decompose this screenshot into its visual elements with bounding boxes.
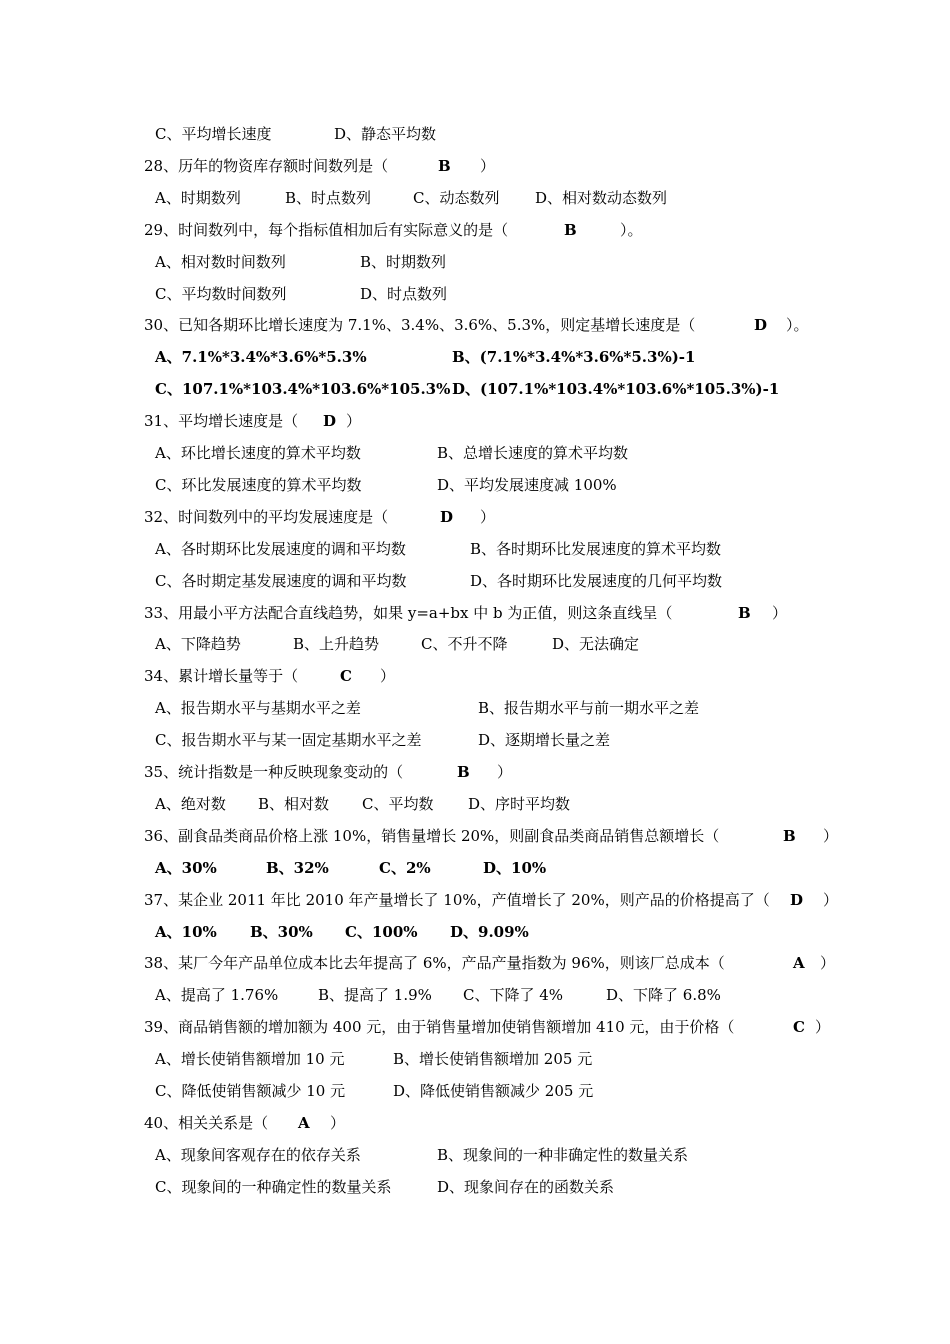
option-text: B、总增长速度的算术平均数 — [437, 444, 629, 462]
option-text: D、时点数列 — [360, 284, 448, 303]
answer-letter: B — [438, 156, 451, 175]
option-text: C、动态数列 — [413, 188, 500, 207]
option-text: D、序时平均数 — [468, 794, 571, 813]
question-text: ）。 — [620, 220, 643, 239]
option-text: B、时点数列 — [285, 188, 372, 207]
option-text: B、(7.1%*3.4%*3.6%*5.3%)-1 — [452, 348, 696, 367]
question-text: ） — [815, 1018, 831, 1037]
option-text: C、报告期水平与某一固定基期水平之差 — [155, 731, 422, 750]
option-text: B、报告期水平与前一期水平之差 — [478, 699, 700, 718]
option-text: C、下降了 4% — [463, 986, 564, 1005]
question-text: ） — [497, 763, 513, 781]
question-text: 36、副食品类商品价格上涨 10%，销售量增长 20%，则副食品类商品销售总额增长（ — [144, 826, 720, 845]
option-text: C、平均增长速度 — [155, 125, 272, 143]
option-text: A、环比增长速度的算术平均数 — [155, 444, 361, 462]
option-text: D、逐期增长量之差 — [478, 731, 611, 750]
option-text: C、降低使销售额减少 10 元 — [155, 1082, 346, 1100]
answer-letter: B — [738, 603, 751, 622]
option-text: B、各时期环比发展速度的算术平均数 — [470, 539, 722, 558]
option-text: A、下降趋势 — [155, 635, 241, 654]
option-text: A、报告期水平与基期水平之差 — [155, 699, 361, 718]
question-text: ） — [820, 954, 836, 973]
option-text: C、现象间的一种确定性的数量关系 — [155, 1177, 392, 1196]
option-text: D、10% — [483, 858, 547, 877]
option-text: B、提高了 1.9% — [318, 986, 432, 1005]
option-text: B、32% — [266, 858, 329, 877]
answer-letter: C — [340, 667, 352, 686]
option-text: C、平均数 — [362, 794, 434, 813]
question-text: 39、商品销售额的增加额为 400 元，由于销售量增加使销售额增加 410 元，由于价格（ — [144, 1018, 735, 1037]
option-text: D、降低使销售额减少 205 元 — [393, 1082, 594, 1100]
option-text: C、环比发展速度的算术平均数 — [155, 475, 362, 494]
option-text: D、现象间存在的函数关系 — [437, 1177, 615, 1196]
option-text: D、(107.1%*103.4%*103.6%*105.3%)-1 — [452, 380, 780, 399]
question-text: 40、相关关系是（ — [144, 1113, 269, 1132]
question-text: 31、平均增长速度是（ — [144, 412, 299, 431]
option-text: C、2% — [379, 858, 431, 877]
question-text: ） — [480, 507, 496, 526]
option-text: A、10% — [155, 922, 217, 941]
answer-letter: D — [754, 316, 768, 335]
option-text: A、各时期环比发展速度的调和平均数 — [155, 539, 406, 558]
option-text: B、时期数列 — [360, 252, 447, 271]
answer-letter: A — [298, 1113, 310, 1132]
question-text: ） — [772, 603, 788, 622]
question-text: ） — [330, 1113, 346, 1132]
answer-letter: C — [793, 1018, 805, 1037]
answer-letter: D — [323, 412, 337, 431]
option-text: A、7.1%*3.4%*3.6%*5.3% — [155, 348, 367, 367]
option-text: D、无法确定 — [552, 635, 640, 654]
question-text: ） — [346, 412, 362, 431]
option-text: B、30% — [250, 922, 313, 941]
option-text: B、上升趋势 — [293, 635, 380, 654]
option-text: B、增长使销售额增加 205 元 — [393, 1050, 593, 1069]
option-text: C、平均数时间数列 — [155, 284, 287, 303]
option-text: A、30% — [155, 858, 217, 877]
question-text: ） — [823, 826, 839, 845]
question-text: 28、历年的物资库存额时间数列是（ — [144, 156, 389, 175]
option-text: C、各时期定基发展速度的调和平均数 — [155, 571, 407, 590]
option-text: A、绝对数 — [155, 794, 226, 813]
option-text: C、107.1%*103.4%*103.6%*105.3% — [155, 380, 451, 399]
question-text: ） — [380, 667, 396, 686]
question-text: 29、时间数列中，每个指标值相加后有实际意义的是（ — [144, 220, 509, 239]
option-text: D、相对数动态数列 — [535, 188, 668, 207]
option-text: B、现象间的一种非确定性的数量关系 — [437, 1145, 689, 1164]
question-text: 37、某企业 2011 年比 2010 年产量增长了 10%，产值增长了 20%，则产品的价格提高了（ — [144, 890, 770, 909]
option-text: A、现象间客观存在的依存关系 — [155, 1145, 361, 1164]
question-text: 35、统计指数是一种反映现象变动的（ — [144, 763, 404, 781]
option-text: D、下降了 6.8% — [606, 986, 721, 1005]
question-text: 33、用最小平方法配合直线趋势，如果 y=a+bx 中 b 为正值，则这条直线呈（ — [144, 603, 673, 622]
answer-letter: D — [440, 507, 454, 526]
answer-letter: B — [457, 763, 470, 781]
question-text: ）。 — [786, 316, 809, 335]
question-text: ） — [480, 156, 496, 175]
answer-letter: B — [564, 220, 577, 239]
option-text: C、不升不降 — [421, 635, 508, 654]
option-text: C、100% — [345, 922, 418, 941]
option-text: D、静态平均数 — [334, 125, 437, 143]
question-text: 32、时间数列中的平均发展速度是（ — [144, 507, 389, 526]
question-text: 38、某厂今年产品单位成本比去年提高了 6%，产品产量指数为 96%，则该厂总成本（ — [144, 954, 725, 973]
option-text: B、相对数 — [258, 794, 330, 813]
option-text: A、提高了 1.76% — [155, 986, 279, 1005]
answer-letter: D — [790, 890, 804, 909]
option-text: D、9.09% — [450, 922, 529, 941]
option-text: D、平均发展速度减 100% — [437, 475, 617, 494]
question-text: ） — [823, 890, 839, 909]
option-text: D、各时期环比发展速度的几何平均数 — [470, 571, 723, 590]
option-text: A、增长使销售额增加 10 元 — [155, 1050, 345, 1069]
answer-letter: B — [783, 826, 796, 845]
option-text: A、相对数时间数列 — [155, 252, 286, 271]
question-text: 30、已知各期环比增长速度为 7.1%、3.4%、3.6%、5.3%，则定基增长速度是（ — [144, 316, 696, 335]
option-text: A、时期数列 — [155, 188, 241, 207]
question-text: 34、累计增长量等于（ — [144, 667, 299, 686]
answer-letter: A — [793, 954, 805, 973]
